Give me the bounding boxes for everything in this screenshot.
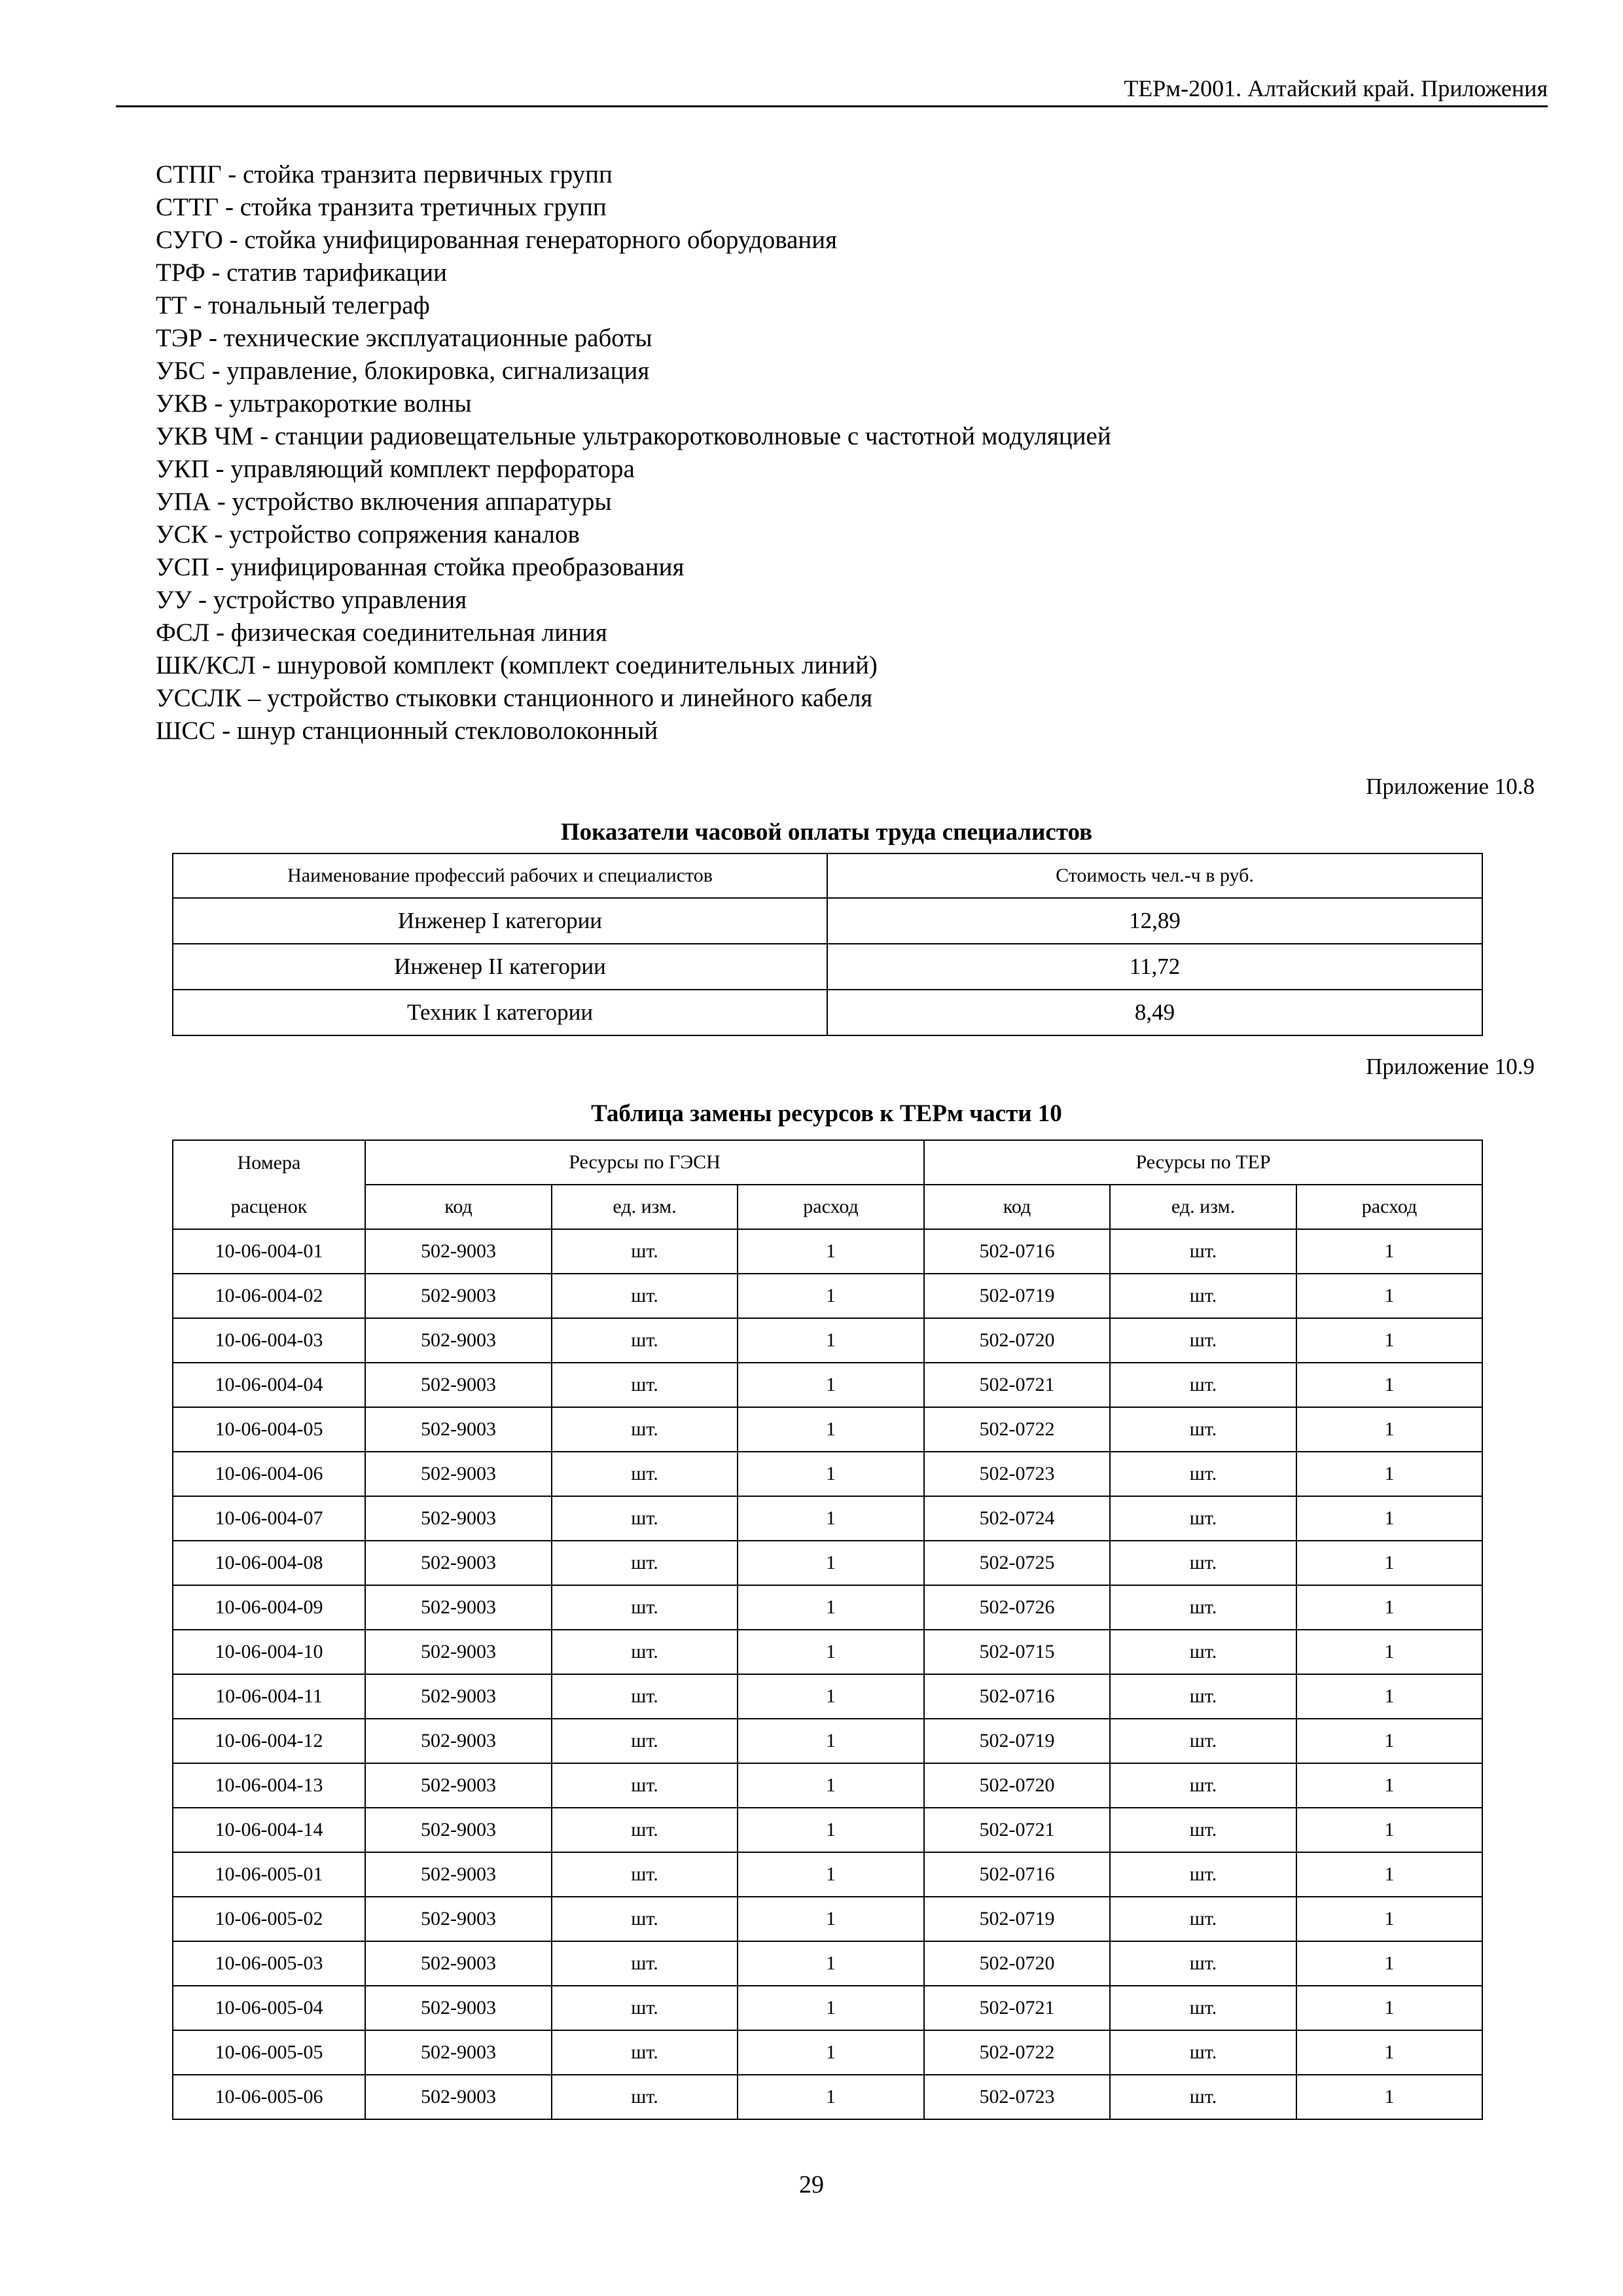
gesn-code-cell: 502-9003 [365, 2075, 552, 2119]
gesn-amount-cell: 1 [738, 1852, 924, 1897]
gesn-code-cell: 502-9003 [365, 1897, 552, 1941]
cost-cell: 12,89 [827, 898, 1482, 944]
column-header: код [365, 1185, 552, 1229]
gesn-amount-cell: 1 [738, 1274, 924, 1318]
rate-number-cell: 10-06-005-04 [173, 1986, 365, 2030]
table-row [173, 1318, 1482, 1363]
ter-amount-cell: 1 [1296, 1274, 1482, 1318]
gesn-unit-cell: шт. [552, 1897, 738, 1941]
column-header: расход [738, 1185, 924, 1229]
gesn-code-cell: 502-9003 [365, 1274, 552, 1318]
rate-number-cell: 10-06-004-05 [173, 1407, 365, 1452]
ter-amount-cell: 1 [1296, 1719, 1482, 1763]
abbreviation-item: ТРФ - статив тарификации [156, 259, 447, 287]
ter-amount-cell: 1 [1296, 1986, 1482, 2030]
gesn-unit-cell: шт. [552, 1229, 738, 1274]
ter-amount-cell: 1 [1296, 1541, 1482, 1585]
ter-amount-cell: 1 [1296, 1407, 1482, 1452]
gesn-code-cell: 502-9003 [365, 1496, 552, 1541]
gesn-amount-cell: 1 [738, 1808, 924, 1852]
ter-unit-cell: шт. [1110, 1318, 1296, 1363]
column-header: Наименование профессий рабочих и специалистов [173, 853, 827, 898]
abbreviation-item: УСП - унифицированная стойка преобразования [156, 553, 685, 581]
resource-table-title: Таблица замены ресурсов к ТЕРм части 10 [591, 1100, 1062, 1127]
rate-number-cell: 10-06-004-10 [173, 1630, 365, 1674]
ter-amount-cell: 1 [1296, 1496, 1482, 1541]
gesn-unit-cell: шт. [552, 1630, 738, 1674]
ter-code-cell: 502-0721 [924, 1986, 1110, 2030]
table-row [173, 1808, 1482, 1852]
profession-cell: Техник I категории [173, 990, 827, 1035]
rate-number-cell: 10-06-004-13 [173, 1763, 365, 1808]
ter-unit-cell: шт. [1110, 1852, 1296, 1897]
ter-code-cell: 502-0724 [924, 1496, 1110, 1541]
abbreviation-item: СУГО - стойка унифицированная генераторного оборудования [156, 226, 838, 254]
abbreviation-item: УКВ - ультракороткие волны [156, 389, 472, 418]
gesn-code-cell: 502-9003 [365, 1585, 552, 1630]
table-row [173, 1585, 1482, 1630]
abbreviation-item: УСК - устройство сопряжения каналов [156, 520, 580, 548]
ter-amount-cell: 1 [1296, 1897, 1482, 1941]
rate-number-cell: 10-06-005-05 [173, 2030, 365, 2075]
resource-replacement-table [172, 1139, 1483, 2120]
ter-unit-cell: шт. [1110, 1674, 1296, 1719]
gesn-unit-cell: шт. [552, 1407, 738, 1452]
ter-amount-cell: 1 [1296, 1763, 1482, 1808]
rate-number-cell: 10-06-005-01 [173, 1852, 365, 1897]
ter-amount-cell: 1 [1296, 1585, 1482, 1630]
gesn-amount-cell: 1 [738, 1496, 924, 1541]
rate-number-cell: 10-06-004-06 [173, 1452, 365, 1496]
table-row [173, 1363, 1482, 1407]
ter-code-cell: 502-0721 [924, 1808, 1110, 1852]
gesn-code-cell: 502-9003 [365, 1941, 552, 1986]
appendix-10-8-label: Приложение 10.8 [1366, 774, 1535, 799]
gesn-code-cell: 502-9003 [365, 1541, 552, 1585]
ter-unit-cell: шт. [1110, 1941, 1296, 1986]
gesn-amount-cell: 1 [738, 1541, 924, 1585]
gesn-amount-cell: 1 [738, 1674, 924, 1719]
gesn-amount-cell: 1 [738, 1763, 924, 1808]
column-header: ед. изм. [1110, 1185, 1296, 1229]
gesn-code-cell: 502-9003 [365, 1630, 552, 1674]
table-row [173, 1897, 1482, 1941]
gesn-unit-cell: шт. [552, 1808, 738, 1852]
gesn-unit-cell: шт. [552, 1318, 738, 1363]
column-header: код [924, 1185, 1110, 1229]
abbreviation-item: ШСС - шнур станционный стекловолоконный [156, 717, 658, 745]
gesn-unit-cell: шт. [552, 1274, 738, 1318]
rate-number-cell: 10-06-004-14 [173, 1808, 365, 1852]
table-row [173, 1763, 1482, 1808]
ter-code-cell: 502-0719 [924, 1274, 1110, 1318]
ter-unit-cell: шт. [1110, 1808, 1296, 1852]
column-header: Стоимость чел.-ч в руб. [827, 853, 1482, 898]
gesn-code-cell: 502-9003 [365, 1452, 552, 1496]
table-row [173, 2030, 1482, 2075]
abbreviation-item: УБС - управление, блокировка, сигнализация [156, 357, 650, 385]
gesn-unit-cell: шт. [552, 2075, 738, 2119]
gesn-amount-cell: 1 [738, 2030, 924, 2075]
gesn-unit-cell: шт. [552, 1496, 738, 1541]
page-header [116, 69, 1548, 107]
gesn-unit-cell: шт. [552, 1541, 738, 1585]
abbreviation-item: УССЛК – устройство стыковки станционного и линейного кабеля [156, 684, 873, 712]
header-title: ТЕРм-2001. Алтайский край. Приложения [1124, 75, 1548, 101]
table-row [173, 1719, 1482, 1763]
column-header: Номера [173, 1140, 365, 1185]
column-group-header: Ресурсы по ТЕР [924, 1140, 1482, 1185]
pay-table-title: Показатели часовой оплаты труда специалистов [560, 819, 1093, 846]
ter-amount-cell: 1 [1296, 1630, 1482, 1674]
ter-code-cell: 502-0722 [924, 1407, 1110, 1452]
rate-number-cell: 10-06-004-07 [173, 1496, 365, 1541]
column-header: ед. изм. [552, 1185, 738, 1229]
ter-code-cell: 502-0721 [924, 1363, 1110, 1407]
ter-unit-cell: шт. [1110, 1496, 1296, 1541]
rate-number-cell: 10-06-004-02 [173, 1274, 365, 1318]
ter-code-cell: 502-0723 [924, 2075, 1110, 2119]
table-header-row [173, 853, 1482, 898]
ter-amount-cell: 1 [1296, 1363, 1482, 1407]
ter-code-cell: 502-0715 [924, 1630, 1110, 1674]
gesn-unit-cell: шт. [552, 1363, 738, 1407]
gesn-unit-cell: шт. [552, 1941, 738, 1986]
ter-unit-cell: шт. [1110, 1274, 1296, 1318]
gesn-unit-cell: шт. [552, 1719, 738, 1763]
ter-code-cell: 502-0716 [924, 1674, 1110, 1719]
gesn-amount-cell: 1 [738, 1897, 924, 1941]
ter-unit-cell: шт. [1110, 1363, 1296, 1407]
abbreviation-item: ТЭР - технические эксплуатационные работы [156, 324, 652, 352]
ter-unit-cell: шт. [1110, 1897, 1296, 1941]
table-row [173, 1452, 1482, 1496]
rate-number-cell: 10-06-004-08 [173, 1541, 365, 1585]
gesn-amount-cell: 1 [738, 1986, 924, 2030]
ter-unit-cell: шт. [1110, 1541, 1296, 1585]
gesn-amount-cell: 1 [738, 1229, 924, 1274]
table-row [173, 898, 1482, 944]
ter-amount-cell: 1 [1296, 1229, 1482, 1274]
rate-number-cell: 10-06-004-03 [173, 1318, 365, 1363]
ter-code-cell: 502-0719 [924, 1897, 1110, 1941]
appendix-10-9-label: Приложение 10.9 [1366, 1054, 1535, 1079]
rate-number-cell: 10-06-004-01 [173, 1229, 365, 1274]
gesn-amount-cell: 1 [738, 1452, 924, 1496]
table-row [173, 1541, 1482, 1585]
table-row [173, 1630, 1482, 1674]
rate-number-cell: 10-06-004-09 [173, 1585, 365, 1630]
ter-unit-cell: шт. [1110, 1986, 1296, 2030]
column-header: расход [1296, 1185, 1482, 1229]
abbreviation-item: СТПГ - стойка транзита первичных групп [156, 160, 613, 188]
ter-unit-cell: шт. [1110, 1585, 1296, 1630]
page-number: 29 [799, 2171, 824, 2198]
profession-cell: Инженер II категории [173, 944, 827, 990]
rate-number-cell: 10-06-004-12 [173, 1719, 365, 1763]
gesn-amount-cell: 1 [738, 1630, 924, 1674]
gesn-unit-cell: шт. [552, 1452, 738, 1496]
abbreviation-item: УКВ ЧМ - станции радиовещательные ультракоротковолновые с частотной модуляцией [156, 422, 1111, 450]
rate-number-cell: 10-06-005-02 [173, 1897, 365, 1941]
table-row [173, 2075, 1482, 2119]
ter-code-cell: 502-0722 [924, 2030, 1110, 2075]
hourly-pay-table [172, 853, 1483, 1036]
gesn-amount-cell: 1 [738, 1585, 924, 1630]
ter-code-cell: 502-0725 [924, 1541, 1110, 1585]
column-header: расценок [173, 1185, 365, 1229]
gesn-unit-cell: шт. [552, 2030, 738, 2075]
gesn-code-cell: 502-9003 [365, 1674, 552, 1719]
abbreviation-item: УКП - управляющий комплект перфоратора [156, 455, 635, 483]
ter-unit-cell: шт. [1110, 1452, 1296, 1496]
cost-cell: 8,49 [827, 990, 1482, 1035]
ter-amount-cell: 1 [1296, 1852, 1482, 1897]
ter-unit-cell: шт. [1110, 1630, 1296, 1674]
ter-amount-cell: 1 [1296, 2030, 1482, 2075]
ter-amount-cell: 1 [1296, 1808, 1482, 1852]
ter-code-cell: 502-0720 [924, 1318, 1110, 1363]
gesn-code-cell: 502-9003 [365, 1318, 552, 1363]
table-group-header-row [173, 1140, 1482, 1185]
ter-unit-cell: шт. [1110, 2075, 1296, 2119]
column-group-header: Ресурсы по ГЭСН [365, 1140, 924, 1185]
abbreviation-item: УУ - устройство управления [156, 586, 467, 614]
gesn-code-cell: 502-9003 [365, 1986, 552, 2030]
ter-unit-cell: шт. [1110, 1763, 1296, 1808]
gesn-code-cell: 502-9003 [365, 1808, 552, 1852]
table-row [173, 1229, 1482, 1274]
gesn-amount-cell: 1 [738, 1407, 924, 1452]
table-row [173, 1986, 1482, 2030]
ter-code-cell: 502-0719 [924, 1719, 1110, 1763]
gesn-unit-cell: шт. [552, 1986, 738, 2030]
cost-cell: 11,72 [827, 944, 1482, 990]
ter-amount-cell: 1 [1296, 1452, 1482, 1496]
table-row [173, 1941, 1482, 1986]
abbreviation-list [156, 158, 1399, 747]
table-row [173, 1496, 1482, 1541]
rate-number-cell: 10-06-005-03 [173, 1941, 365, 1986]
gesn-code-cell: 502-9003 [365, 1852, 552, 1897]
ter-code-cell: 502-0723 [924, 1452, 1110, 1496]
gesn-code-cell: 502-9003 [365, 1763, 552, 1808]
ter-unit-cell: шт. [1110, 1407, 1296, 1452]
gesn-amount-cell: 1 [738, 2075, 924, 2119]
gesn-amount-cell: 1 [738, 1941, 924, 1986]
gesn-code-cell: 502-9003 [365, 2030, 552, 2075]
ter-code-cell: 502-0726 [924, 1585, 1110, 1630]
table-row [173, 1407, 1482, 1452]
ter-amount-cell: 1 [1296, 1318, 1482, 1363]
ter-code-cell: 502-0716 [924, 1229, 1110, 1274]
table-row [173, 990, 1482, 1035]
table-row [173, 1674, 1482, 1719]
ter-unit-cell: шт. [1110, 1229, 1296, 1274]
gesn-unit-cell: шт. [552, 1852, 738, 1897]
abbreviation-item: УПА - устройство включения аппаратуры [156, 488, 612, 516]
abbreviation-item: СТТГ - стойка транзита третичных групп [156, 193, 607, 221]
table-row [173, 1274, 1482, 1318]
abbreviation-item: ШК/КСЛ - шнуровой комплект (комплект соединительных линий) [156, 651, 878, 679]
gesn-code-cell: 502-9003 [365, 1363, 552, 1407]
ter-code-cell: 502-0720 [924, 1763, 1110, 1808]
gesn-amount-cell: 1 [738, 1719, 924, 1763]
rate-number-cell: 10-06-004-04 [173, 1363, 365, 1407]
ter-amount-cell: 1 [1296, 1941, 1482, 1986]
gesn-unit-cell: шт. [552, 1763, 738, 1808]
table-row [173, 944, 1482, 990]
gesn-amount-cell: 1 [738, 1363, 924, 1407]
ter-code-cell: 502-0716 [924, 1852, 1110, 1897]
gesn-unit-cell: шт. [552, 1674, 738, 1719]
gesn-amount-cell: 1 [738, 1318, 924, 1363]
rate-number-cell: 10-06-005-06 [173, 2075, 365, 2119]
ter-unit-cell: шт. [1110, 1719, 1296, 1763]
ter-amount-cell: 1 [1296, 2075, 1482, 2119]
abbreviation-item: ФСЛ - физическая соединительная линия [156, 619, 607, 647]
profession-cell: Инженер I категории [173, 898, 827, 944]
table-sub-header-row [173, 1185, 1482, 1229]
gesn-code-cell: 502-9003 [365, 1229, 552, 1274]
gesn-unit-cell: шт. [552, 1585, 738, 1630]
ter-amount-cell: 1 [1296, 1674, 1482, 1719]
gesn-code-cell: 502-9003 [365, 1407, 552, 1452]
ter-code-cell: 502-0720 [924, 1941, 1110, 1986]
abbreviation-item: ТТ - тональный телеграф [156, 291, 430, 319]
rate-number-cell: 10-06-004-11 [173, 1674, 365, 1719]
ter-unit-cell: шт. [1110, 2030, 1296, 2075]
table-row [173, 1852, 1482, 1897]
gesn-code-cell: 502-9003 [365, 1719, 552, 1763]
